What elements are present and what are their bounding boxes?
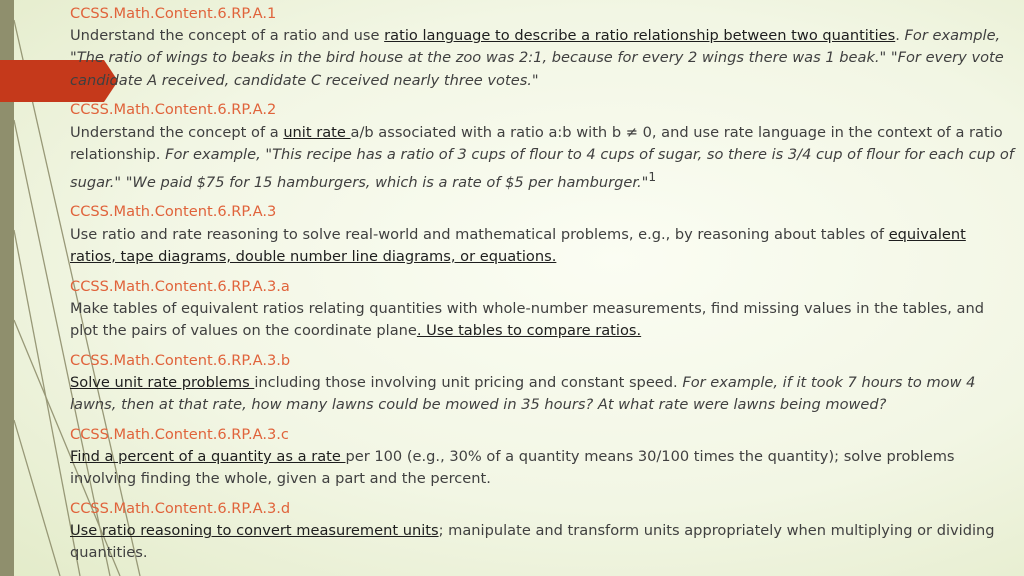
standard-code-link[interactable]: CCSS.Math.Content.6.RP.A.3 (70, 203, 277, 221)
standard-text: Understand the concept of a ratio and use (70, 27, 385, 45)
standard-link[interactable]: . Use tables to compare ratios. (416, 322, 642, 339)
standard-link[interactable]: ratio language to describe a ratio relationship between two quantities (384, 27, 896, 45)
decor-line (14, 420, 60, 576)
standard-link[interactable]: equivalent ratios, tape diagrams, double number line diagrams, or equations. (70, 225, 966, 265)
standard-link[interactable]: Find a percent of a quantity as a rate (70, 448, 346, 466)
standards-list (70, 3, 1015, 572)
standard-text: per 100 (e.g., 30% of a quantity means 30/100 times the quantity); solve problems involving finding the whole, given a part and the percent. (70, 448, 955, 488)
standard-text: including those involving unit pricing and constant speed. (254, 373, 683, 391)
standard-code-link[interactable]: CCSS.Math.Content.6.RP.A.3.d (70, 499, 291, 517)
standard-text: Make tables of equivalent ratios relating quantities with whole-number measurements, find missing values in the tables, and plot the pairs of values on the coordinate plane (70, 299, 984, 339)
standard-text: Understand the concept of a (70, 123, 284, 141)
standard-item (70, 350, 1015, 417)
standard-item (70, 424, 1015, 491)
standard-item (70, 498, 1015, 565)
standard-code-link[interactable]: CCSS.Math.Content.6.RP.A.2 (70, 101, 277, 119)
footnote-marker: 1 (648, 169, 657, 184)
standard-link[interactable]: Solve unit rate problems (70, 373, 255, 391)
standard-item (70, 3, 1015, 92)
standard-code-link[interactable]: CCSS.Math.Content.6.RP.A.3.a (70, 277, 290, 295)
standard-text: ; manipulate and transform units appropriately when multiplying or dividing quantities. (70, 522, 995, 562)
standard-text: . (895, 27, 905, 45)
standard-link[interactable]: Use ratio reasoning to convert measurement units (70, 522, 439, 540)
standard-item (70, 276, 1015, 343)
standard-code-link[interactable]: CCSS.Math.Content.6.RP.A.1 (70, 5, 277, 22)
standard-item (70, 99, 1015, 194)
standard-text: a/b associated with a ratio a:b with b ≠ 0, and use rate language in the context of a ratio relationship. (70, 123, 1003, 163)
standard-link[interactable]: unit rate (283, 123, 351, 141)
standard-text: Use ratio and rate reasoning to solve real-world and mathematical problems, e.g., by reasoning about tables of (70, 225, 889, 243)
standard-code-link[interactable]: CCSS.Math.Content.6.RP.A.3.b (70, 351, 291, 369)
standard-item (70, 201, 1015, 268)
standard-code-link[interactable]: CCSS.Math.Content.6.RP.A.3.c (70, 425, 289, 443)
standard-example: For example, "The ratio of wings to beaks in the bird house at the zoo was 2:1, because for every 2 wings there was 1 beak." "For every vote candidate A received, candidate C received nearly three votes." (70, 27, 1004, 89)
standard-example: For example, "This recipe has a ratio of 3 cups of flour to 4 cups of sugar, so there is 3/4 cup of flour for each cup of sugar." "We paid $75 for 15 hamburgers, which is a rate of $5 per hamburger." (70, 145, 1014, 191)
standard-example: For example, if it took 7 hours to mow 4 lawns, then at that rate, how many lawns could be mowed in 35 hours? At what rate were lawns being mowed? (70, 373, 976, 414)
